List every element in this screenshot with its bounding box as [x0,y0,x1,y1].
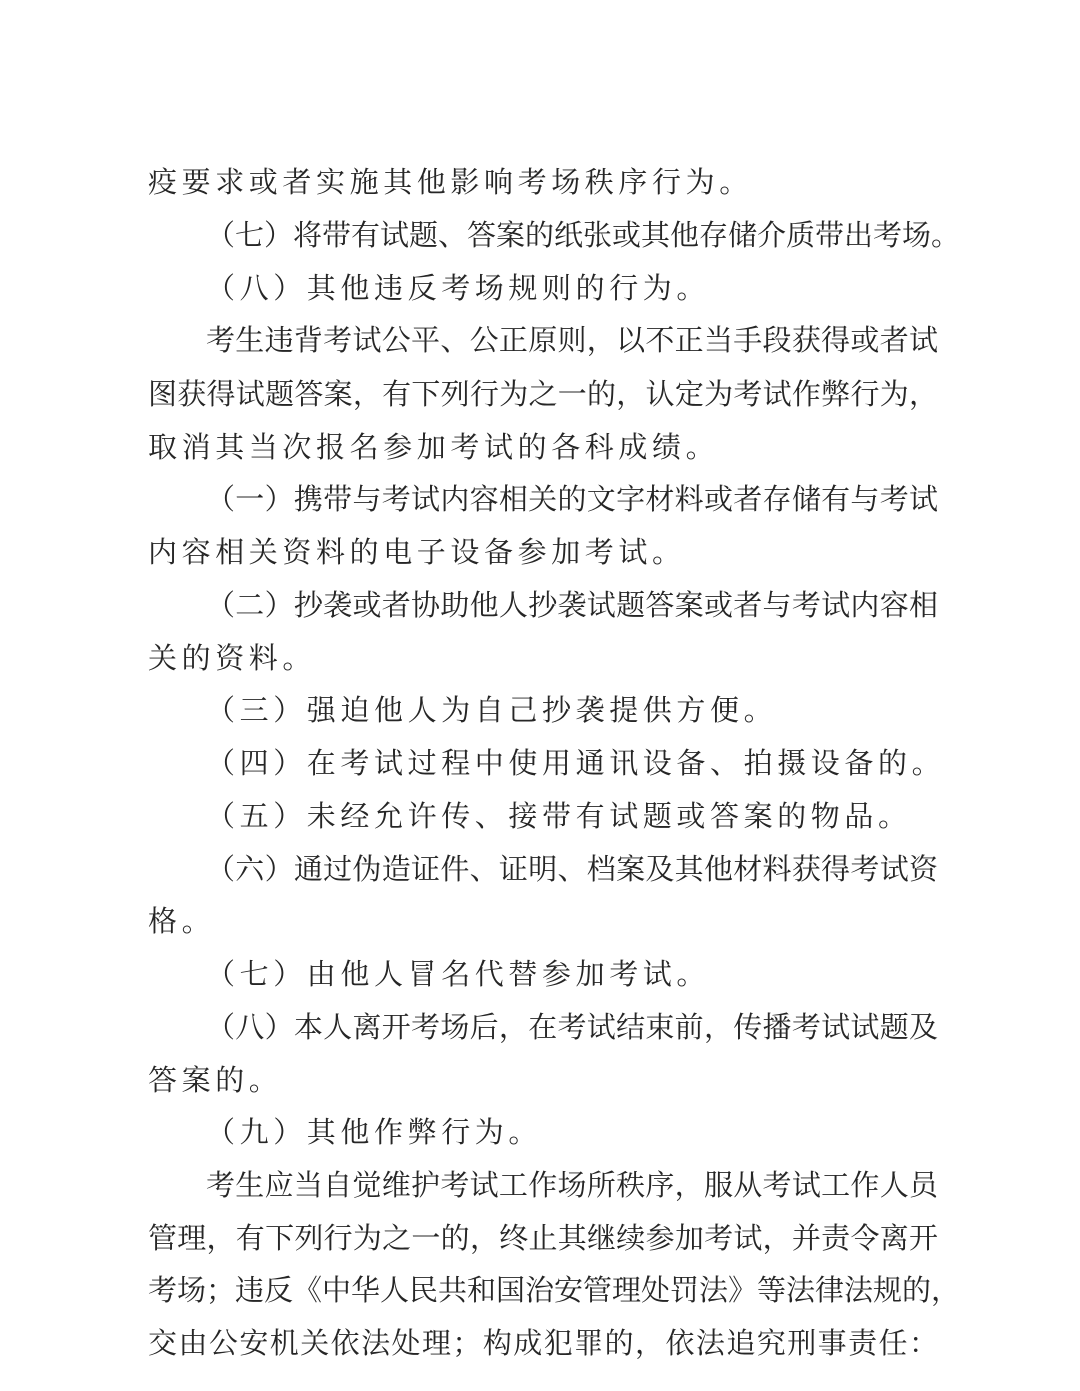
text-line: （八）本人离开考场后，在考试结束前，传播考试试题及 [206,1010,938,1044]
text-line: （四）在考试过程中使用通讯设备、拍摄设备的。 [206,746,946,780]
text-line: 管理，有下列行为之一的，终止其继续参加考试，并责令离开 [148,1221,938,1255]
text-line: 关的资料。 [148,641,317,675]
text-line: 考生违背考试公平、公正原则，以不正当手段获得或者试 [206,323,938,357]
text-line: 考场；违反《中华人民共和国治安管理处罚法》等法律法规的， [148,1273,961,1307]
text-line: （八）其他违反考场规则的行为。 [206,271,711,305]
text-line: 答案的。 [148,1063,283,1097]
text-line: （五）未经允许传、接带有试题或答案的物品。 [206,799,912,833]
text-line: 取消其当次报名参加考试的各科成绩。 [148,430,720,464]
text-line: 格。 [148,904,216,938]
text-line: 内容相关资料的电子设备参加考试。 [148,535,686,569]
text-line: 考生应当自觉维护考试工作场所秩序，服从考试工作人员 [206,1168,938,1202]
text-line: （七）将带有试题、答案的纸张或其他存储介质带出考场。 [206,218,961,252]
text-line: （七）由他人冒名代替参加考试。 [206,957,711,991]
text-line: （三）强迫他人为自己抄袭提供方便。 [206,693,778,727]
text-line: （二）抄袭或者协助他人抄袭试题答案或者与考试内容相 [206,588,938,622]
text-line: （一）携带与考试内容相关的文字材料或者存储有与考试 [206,482,938,516]
text-line: （九）其他作弊行为。 [206,1115,543,1149]
text-line: 疫要求或者实施其他影响考场秩序行为。 [148,165,753,199]
text-line: 交由公安机关依法处理；构成犯罪的，依法追究刑事责任： [148,1326,938,1360]
text-line: （六）通过伪造证件、证明、档案及其他材料获得考试资 [206,852,938,886]
text-line: 图获得试题答案，有下列行为之一的，认定为考试作弊行为， [148,377,938,411]
